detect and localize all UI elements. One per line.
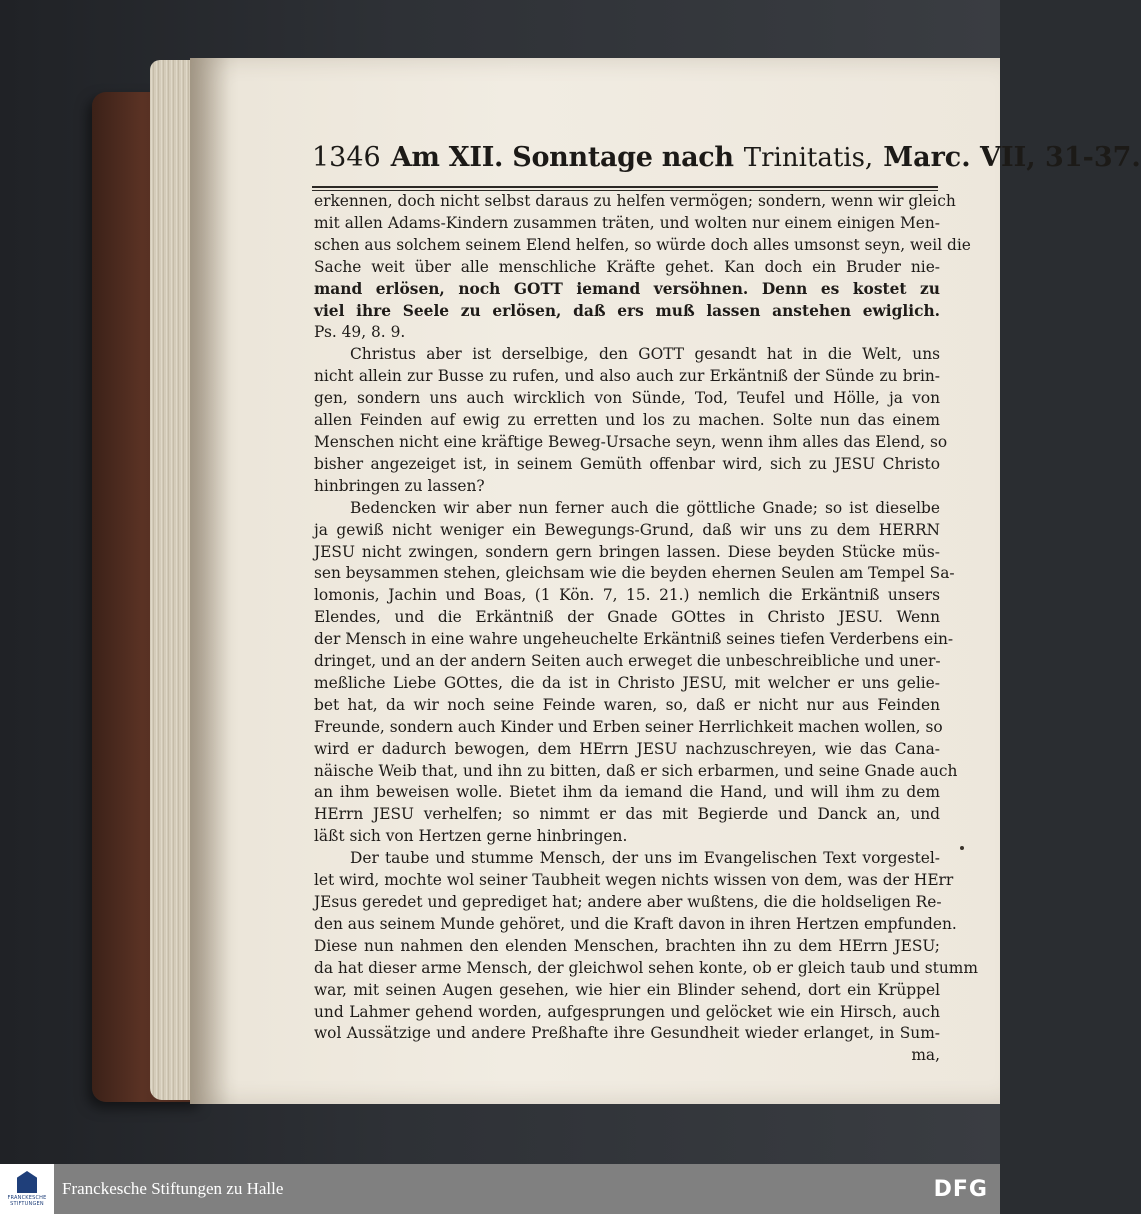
text-line: JESU nicht zwingen, sondern gern bringen lassen. Diese beyden Stücke müs- <box>314 542 940 561</box>
text-line: lomonis, Jachin und Boas, (1 Kön. 7, 15. 21.) nemlich die Erkäntniß unsers <box>314 586 940 605</box>
text-line: den aus seinem Munde gehöret, und die Kraft davon in ihren Hertzen empfunden. <box>314 914 957 933</box>
text-line: und Lahmer gehend worden, aufgesprungen und gelöcket wie ein Hirsch, auch <box>314 1002 940 1021</box>
text-line: JEsus geredet und geprediget hat; andere aber wußtens, die die holdseligen Re- <box>314 893 942 911</box>
text-line: wird er dadurch bewogen, dem HErrn JESU nachzuschreyen, wie das Cana- <box>314 739 940 758</box>
text-line: meßliche Liebe GOttes, die da ist in Christo JESU, mit welcher er uns gelie- <box>314 673 940 692</box>
text-line: sen beysammen stehen, gleichsam wie die beyden ehernen Seulen am Tempel Sa- <box>314 564 955 583</box>
text-line: Der taube und stumme Mensch, der uns im Evangelischen Text vorgestel- <box>350 849 940 868</box>
text-line: mand erlösen, noch GOTT iemand versöhnen. Denn es kostet zu <box>314 279 940 298</box>
text-line: an ihm beweisen wolle. Bietet ihm da iemand die Hand, und will ihm zu dem <box>314 783 940 802</box>
header-rule <box>312 186 938 188</box>
text-line: nicht allein zur Busse zu rufen, und also auch zur Erkäntniß der Sünde zu brin- <box>314 367 940 386</box>
text-line: viel ihre Seele zu erlösen, daß ers muß lassen anstehen ewiglich. <box>314 301 940 320</box>
logo-text: FRANCKESCHE STIFTUNGEN <box>7 1195 47 1207</box>
header-title-latin: Trinitatis, <box>743 143 874 173</box>
text-line: Menschen nicht eine kräftige Beweg-Ursache seyn, wenn ihm alles das Elend, so <box>314 432 948 451</box>
text-line: bet hat, da wir noch seine Feinde waren, so, daß er nicht nur aus Feinden <box>314 695 940 714</box>
page-number: 1346 <box>312 142 381 173</box>
margin-dot <box>960 846 964 850</box>
institution-logo[interactable] <box>0 1164 54 1214</box>
footer-bar <box>0 1164 1000 1214</box>
text-line: let wird, mochte wol seiner Taubheit wegen nichts wissen von dem, was der HErr <box>314 871 954 890</box>
header-title: Am XII. Sonntage nach <box>390 142 734 173</box>
text-line: war, mit seinen Augen gesehen, wie hier ein Blinder sehend, dort ein Krüppel <box>314 980 940 999</box>
text-line: Diese nun nahmen den elenden Menschen, brachten ihn zu dem HErrn JESU; <box>314 936 940 955</box>
text-line: mit allen Adams-Kindern zusammen träten, und wolten nur einem einigen Men- <box>314 213 940 232</box>
dfg-logo[interactable]: DFG <box>933 1177 988 1202</box>
text-line: Freunde, sondern auch Kinder und Erben seiner Herrlichkeit machen wollen, so <box>314 717 943 736</box>
text-line: wol Aussätzige und andere Preßhafte ihre Gesundheit wieder erlanget, in Sum- <box>314 1024 940 1043</box>
building-icon <box>17 1171 37 1193</box>
text-line: bisher angezeiget ist, in seinem Gemüth offenbar wird, sich zu JESU Christo <box>314 454 940 473</box>
text-line: allen Feinden auf ewig zu erretten und los zu machen. Solte nun das einem <box>314 411 940 430</box>
header-reference: Marc. VII, 31-37. <box>883 142 1141 173</box>
text-line: dringet, und an der andern Seiten auch erweget die unbeschreibliche und uner- <box>314 652 941 671</box>
text-line: Elendes, und die Erkäntniß der Gnade GOttes in Christo JESU. Wenn <box>314 608 940 627</box>
text-line: Bedencken wir aber nun ferner auch die göttliche Gnade; so ist dieselbe <box>350 498 940 517</box>
text-line: gen, sondern uns auch wircklich von Sünde, Tod, Teufel und Hölle, ja von <box>314 389 940 408</box>
text-line: näische Weib that, und ihn zu bitten, daß er sich erbarmen, und seine Gnade auch <box>314 761 958 780</box>
text-line: Sache weit über alle menschliche Kräfte gehet. Kan doch ein Bruder nie- <box>314 257 940 276</box>
text-line: hinbringen zu lassen? <box>314 476 485 495</box>
text-line: läßt sich von Hertzen gerne hinbringen. <box>314 827 628 846</box>
text-line: der Mensch in eine wahre ungeheuchelte Erkäntniß seines tiefen Verderbens ein- <box>314 630 954 649</box>
text-line: ja gewiß nicht weniger ein Bewegungs-Grund, daß wir uns zu dem HERRN <box>314 520 940 539</box>
body-text <box>314 191 978 1067</box>
catchword: ma, <box>911 1046 940 1065</box>
text-line: Christus aber ist derselbige, den GOTT gesandt hat in die Welt, uns <box>350 345 940 364</box>
text-line: Ps. 49, 8. 9. <box>314 323 406 342</box>
text-line: HErrn JESU verhelfen; so nimmt er das mit Begierde und Danck an, und <box>314 805 940 824</box>
text-line: da hat dieser arme Mensch, der gleichwol sehen konte, ob er gleich taub und stumm <box>314 958 978 977</box>
text-line: erkennen, doch nicht selbst daraus zu helfen vermögen; sondern, wenn wir gleich <box>314 192 956 210</box>
text-line: schen aus solchem seinem Elend helfen, so würde doch alles umsonst seyn, weil die <box>314 235 971 254</box>
institution-name[interactable]: Franckesche Stiftungen zu Halle <box>62 1179 284 1198</box>
running-header <box>312 142 1141 188</box>
